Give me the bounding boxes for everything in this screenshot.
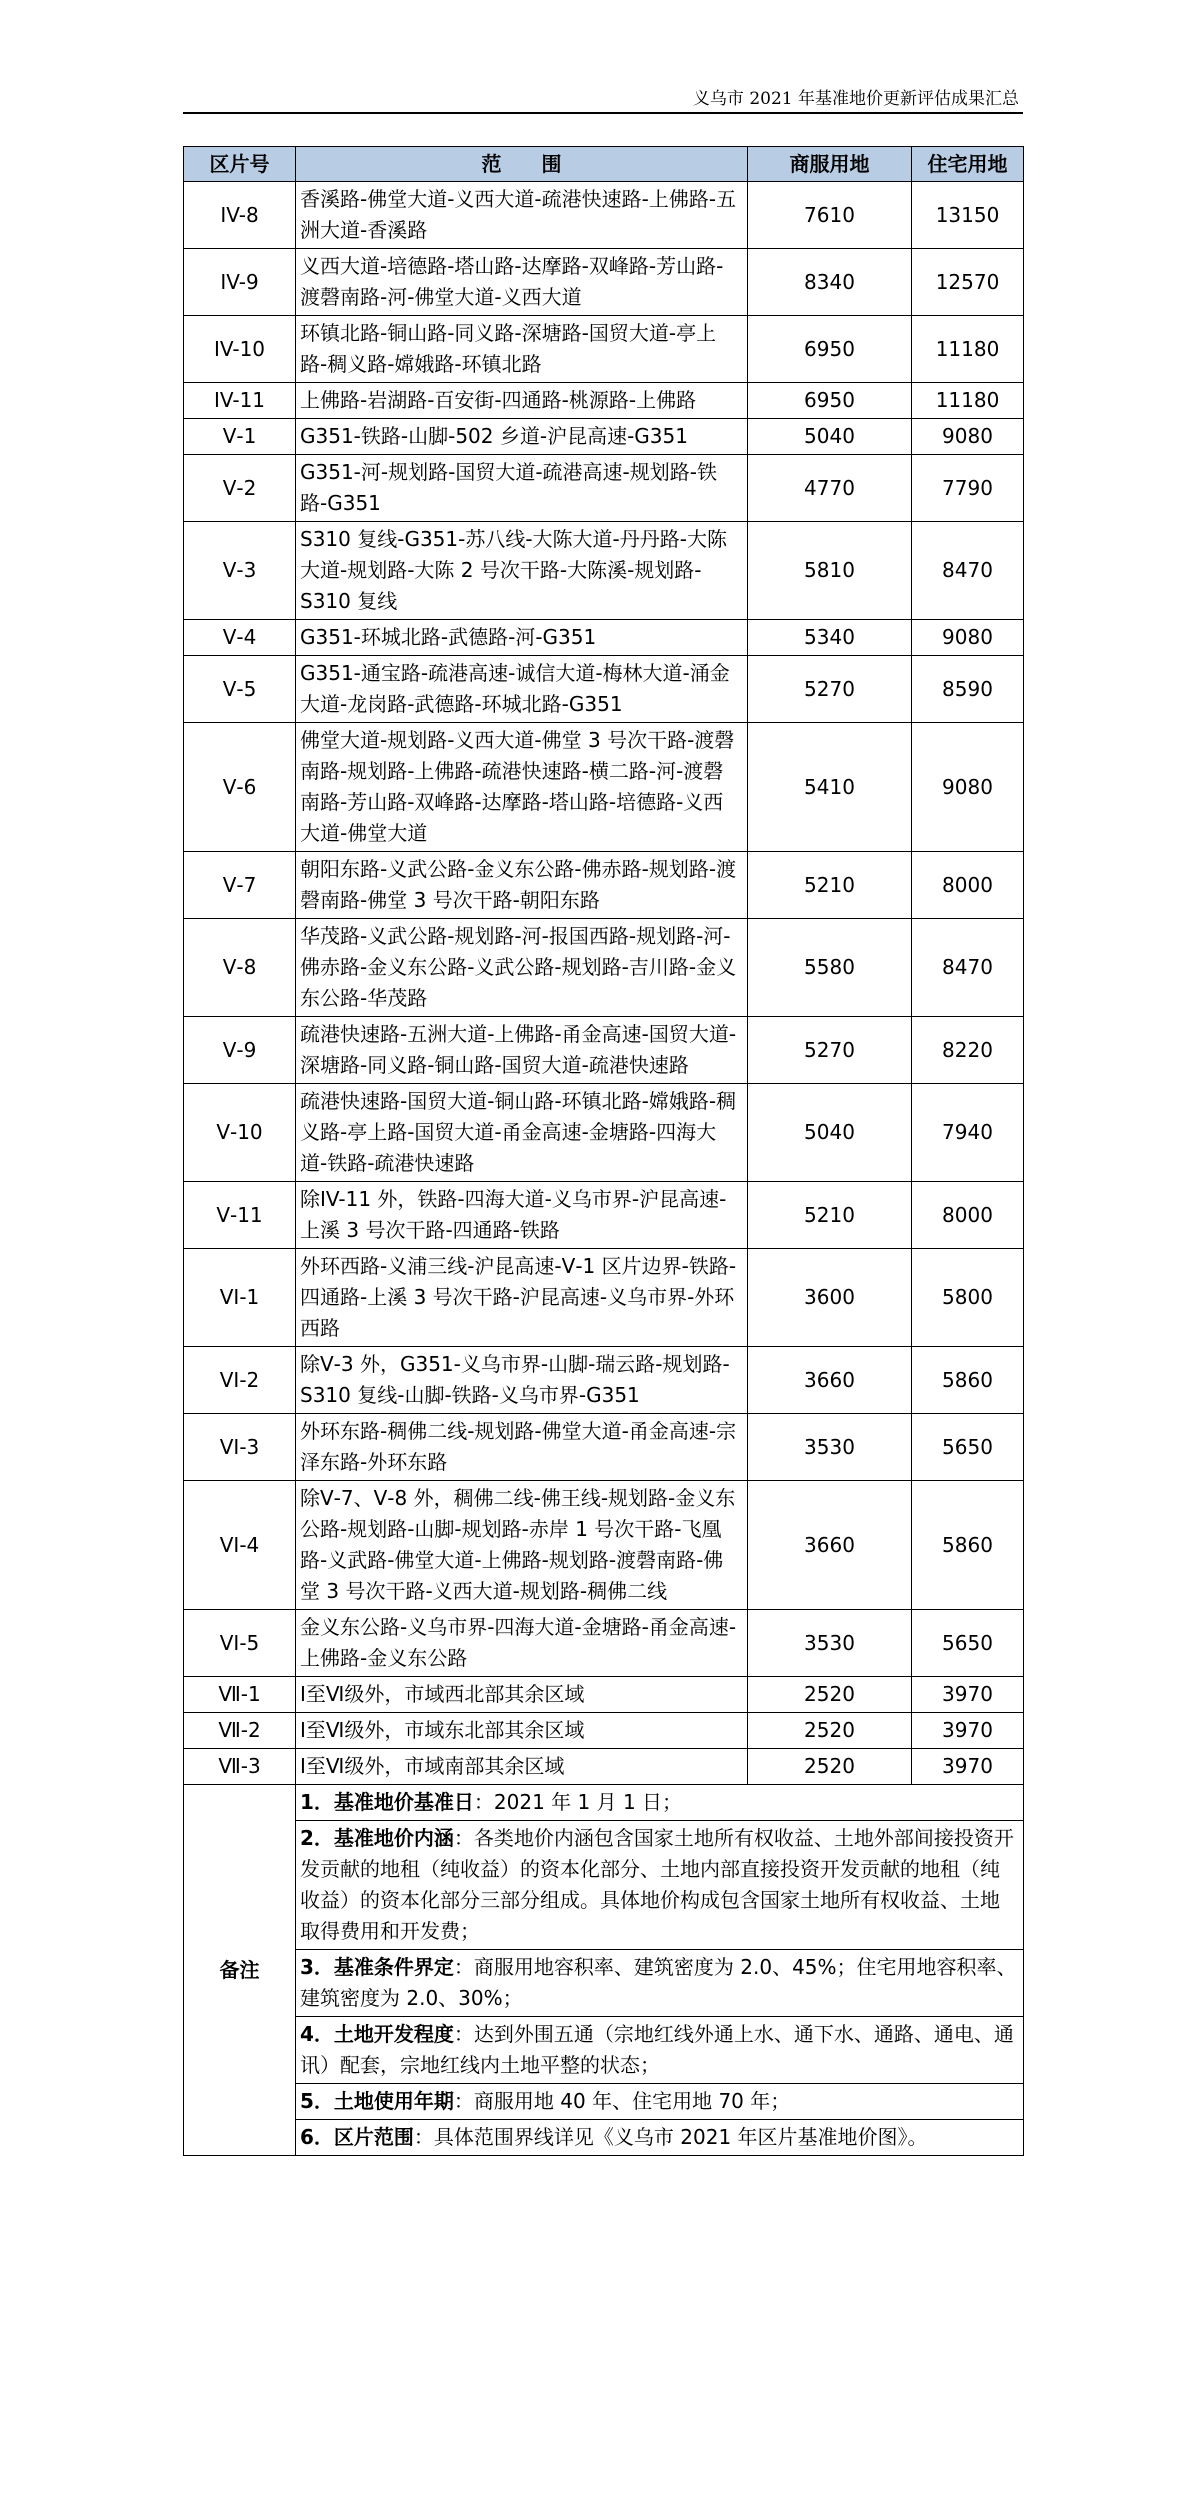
commercial-price-cell: 2520 [748,1713,912,1749]
header-title: 义乌市 2021 年基准地价更新评估成果汇总 [692,89,1019,109]
table-row [184,1182,1024,1249]
zone-cell: Ⅴ-11 [184,1182,296,1249]
table-row [184,1249,1024,1347]
zone-cell: Ⅴ-9 [184,1017,296,1084]
residential-price-cell: 8000 [912,1182,1024,1249]
zone-cell: Ⅴ-8 [184,919,296,1017]
commercial-price-cell: 3660 [748,1347,912,1414]
range-cell: G351-环城北路-武德路-河-G351 [296,620,748,656]
commercial-price-cell: 5040 [748,1084,912,1182]
table-row [184,1017,1024,1084]
zone-cell: Ⅴ-7 [184,852,296,919]
table-row [184,919,1024,1017]
residential-price-cell: 12570 [912,249,1024,316]
land-price-table [183,146,1024,2156]
residential-price-cell: 9080 [912,620,1024,656]
range-cell: 香溪路-佛堂大道-义西大道-疏港快速路-上佛路-五洲大道-香溪路 [296,182,748,249]
note-row [184,2120,1024,2156]
commercial-price-cell: 3530 [748,1610,912,1677]
table-row [184,1713,1024,1749]
residential-price-cell: 5650 [912,1610,1024,1677]
range-cell: G351-通宝路-疏港高速-诚信大道-梅林大道-涌金大道-龙岗路-武德路-环城北路-G351 [296,656,748,723]
residential-price-cell: 3970 [912,1713,1024,1749]
commercial-price-cell: 2520 [748,1749,912,1785]
commercial-price-cell: 3530 [748,1414,912,1481]
residential-price-cell: 11180 [912,383,1024,419]
zone-cell: Ⅴ-1 [184,419,296,455]
note-row [184,1785,1024,1821]
commercial-price-cell: 5040 [748,419,912,455]
commercial-price-cell: 6950 [748,316,912,383]
zone-cell: IV-11 [184,383,296,419]
residential-price-cell: 8590 [912,656,1024,723]
note-title: 6．区片范围 [300,2125,414,2149]
commercial-price-cell: 3660 [748,1481,912,1610]
range-cell: 佛堂大道-规划路-义西大道-佛堂 3 号次干路-渡磬南路-规划路-上佛路-疏港快速路-横二路-河-渡磬南路-芳山路-双峰路-达摩路-塔山路-培德路-义西大道-佛堂大道 [296,723,748,852]
zone-cell: Ⅴ-4 [184,620,296,656]
zone-cell: IV-8 [184,182,296,249]
zone-cell: Ⅴ-3 [184,522,296,620]
residential-price-cell: 5860 [912,1347,1024,1414]
table-row [184,419,1024,455]
residential-price-cell: 7940 [912,1084,1024,1182]
zone-cell: VI-5 [184,1610,296,1677]
residential-price-cell: 5800 [912,1249,1024,1347]
range-cell: G351-铁路-山脚-502 乡道-沪昆高速-G351 [296,419,748,455]
range-cell: Ⅰ至Ⅵ级外，市域南部其余区域 [296,1749,748,1785]
commercial-price-cell: 5410 [748,723,912,852]
page-header [183,80,1023,114]
table-row [184,1414,1024,1481]
table-row [184,656,1024,723]
note-text: ：商服用地 40 年、住宅用地 70 年； [453,2089,791,2113]
zone-cell: VI-4 [184,1481,296,1610]
residential-price-cell: 3970 [912,1677,1024,1713]
commercial-price-cell: 5210 [748,852,912,919]
table-body [184,182,1024,1785]
commercial-price-cell: 5270 [748,656,912,723]
zone-cell: Ⅶ-1 [184,1677,296,1713]
note-item [296,1821,1024,1950]
residential-price-cell: 9080 [912,419,1024,455]
note-item [296,2120,1024,2156]
zone-cell: IV-10 [184,316,296,383]
table-row [184,1677,1024,1713]
table-row [184,455,1024,522]
note-title: 3．基准条件界定 [300,1955,454,1979]
table-row [184,1084,1024,1182]
table-header-row [184,147,1024,182]
table-row [184,249,1024,316]
range-cell: 金义东公路-义乌市界-四海大道-金塘路-甬金高速-上佛路-金义东公路 [296,1610,748,1677]
note-text: ：商服用地容积率、建筑密度为 2.0、45%；住宅用地容积率、建筑密度为 2.0、30%； [300,1955,1017,2010]
column-header-commercial: 商服用地 [748,147,912,182]
range-cell: 疏港快速路-五洲大道-上佛路-甬金高速-国贸大道-深塘路-同义路-铜山路-国贸大道-疏港快速路 [296,1017,748,1084]
note-row [184,1950,1024,2017]
residential-price-cell: 8470 [912,522,1024,620]
residential-price-cell: 5860 [912,1481,1024,1610]
residential-price-cell: 7790 [912,455,1024,522]
zone-cell: VI-1 [184,1249,296,1347]
range-cell: 外环西路-义浦三线-沪昆高速-Ⅴ-1 区片边界-铁路-四通路-上溪 3 号次干路-沪昆高速-义乌市界-外环西路 [296,1249,748,1347]
range-cell: 义西大道-培德路-塔山路-达摩路-双峰路-芳山路-渡磬南路-河-佛堂大道-义西大道 [296,249,748,316]
table-row [184,1347,1024,1414]
column-header-zone: 区片号 [184,147,296,182]
range-cell: 朝阳东路-义武公路-金义东公路-佛赤路-规划路-渡磬南路-佛堂 3 号次干路-朝阳东路 [296,852,748,919]
commercial-price-cell: 5810 [748,522,912,620]
note-text: ：各类地价内涵包含国家土地所有权收益、土地外部间接投资开发贡献的地租（纯收益）的资本化部分、土地内部直接投资开发贡献的地租（纯收益）的资本化部分三部分组成。具体地价构成包含国家土地所有权收益、土地取得费用和开发费； [300,1826,1014,1943]
range-cell: 上佛路-岩湖路-百安街-四通路-桃源路-上佛路 [296,383,748,419]
range-cell: 疏港快速路-国贸大道-铜山路-环镇北路-嫦娥路-稠义路-亭上路-国贸大道-甬金高速-金塘路-四海大道-铁路-疏港快速路 [296,1084,748,1182]
residential-price-cell: 3970 [912,1749,1024,1785]
zone-cell: Ⅶ-3 [184,1749,296,1785]
zone-cell: Ⅴ-6 [184,723,296,852]
note-title: 2．基准地价内涵 [300,1826,454,1850]
zone-cell: Ⅴ-5 [184,656,296,723]
range-cell: 环镇北路-铜山路-同义路-深塘路-国贸大道-亭上路-稠义路-嫦娥路-环镇北路 [296,316,748,383]
note-row [184,2084,1024,2120]
range-cell: 除Ⅴ-7、Ⅴ-8 外，稠佛二线-佛王线-规划路-金义东公路-规划路-山脚-规划路-赤岸 1 号次干路-飞凰路-义武路-佛堂大道-上佛路-规划路-渡磬南路-佛堂 3 号次干路-义西大道-规划路-稠佛二线 [296,1481,748,1610]
table-row [184,620,1024,656]
zone-cell: VI-3 [184,1414,296,1481]
range-cell: 华茂路-义武公路-规划路-河-报国西路-规划路-河-佛赤路-金义东公路-义武公路-规划路-吉川路-金义东公路-华茂路 [296,919,748,1017]
table-row [184,1481,1024,1610]
range-cell: G351-河-规划路-国贸大道-疏港高速-规划路-铁路-G351 [296,455,748,522]
commercial-price-cell: 2520 [748,1677,912,1713]
column-header-residential: 住宅用地 [912,147,1024,182]
zone-cell: Ⅴ-2 [184,455,296,522]
range-cell: 除IV-11 外，铁路-四海大道-义乌市界-沪昆高速-上溪 3 号次干路-四通路-铁路 [296,1182,748,1249]
zone-cell: VI-2 [184,1347,296,1414]
table-row [184,1749,1024,1785]
note-item [296,2084,1024,2120]
table-row [184,522,1024,620]
residential-price-cell: 8220 [912,1017,1024,1084]
note-text: ：具体范围界线详见《义乌市 2021 年区片基准地价图》。 [413,2125,928,2149]
residential-price-cell: 11180 [912,316,1024,383]
commercial-price-cell: 5340 [748,620,912,656]
residential-price-cell: 8470 [912,919,1024,1017]
note-title: 4．土地开发程度 [300,2022,454,2046]
commercial-price-cell: 4770 [748,455,912,522]
note-title: 1．基准地价基准日 [300,1790,474,1814]
commercial-price-cell: 7610 [748,182,912,249]
note-row [184,2017,1024,2084]
residential-price-cell: 13150 [912,182,1024,249]
note-item [296,1785,1024,1821]
range-cell: 除Ⅴ-3 外，G351-义乌市界-山脚-瑞云路-规划路-S310 复线-山脚-铁路-义乌市界-G351 [296,1347,748,1414]
residential-price-cell: 5650 [912,1414,1024,1481]
zone-cell: Ⅴ-10 [184,1084,296,1182]
note-title: 5．土地使用年期 [300,2089,454,2113]
range-cell: 外环东路-稠佛二线-规划路-佛堂大道-甬金高速-宗泽东路-外环东路 [296,1414,748,1481]
note-item [296,1950,1024,2017]
commercial-price-cell: 8340 [748,249,912,316]
table-row [184,1610,1024,1677]
table-row [184,723,1024,852]
notes-label: 备注 [184,1785,296,2156]
note-text: ：达到外围五通（宗地红线外通上水、通下水、通路、通电、通讯）配套，宗地红线内土地平整的状态； [300,2022,1014,2077]
zone-cell: IV-9 [184,249,296,316]
table-row [184,316,1024,383]
note-item [296,2017,1024,2084]
notes-body [184,1785,1024,2156]
residential-price-cell: 9080 [912,723,1024,852]
note-text: ：2021 年 1 月 1 日； [473,1790,683,1814]
table-row [184,852,1024,919]
commercial-price-cell: 3600 [748,1249,912,1347]
residential-price-cell: 8000 [912,852,1024,919]
range-cell: Ⅰ至Ⅵ级外，市域西北部其余区域 [296,1677,748,1713]
range-cell: S310 复线-G351-苏八线-大陈大道-丹丹路-大陈大道-规划路-大陈 2 号次干路-大陈溪-规划路-S310 复线 [296,522,748,620]
commercial-price-cell: 5270 [748,1017,912,1084]
table-row [184,383,1024,419]
zone-cell: Ⅶ-2 [184,1713,296,1749]
commercial-price-cell: 5580 [748,919,912,1017]
commercial-price-cell: 5210 [748,1182,912,1249]
range-cell: Ⅰ至Ⅵ级外，市域东北部其余区域 [296,1713,748,1749]
commercial-price-cell: 6950 [748,383,912,419]
table-row [184,182,1024,249]
column-header-range: 范 围 [296,147,748,182]
note-row [184,1821,1024,1950]
